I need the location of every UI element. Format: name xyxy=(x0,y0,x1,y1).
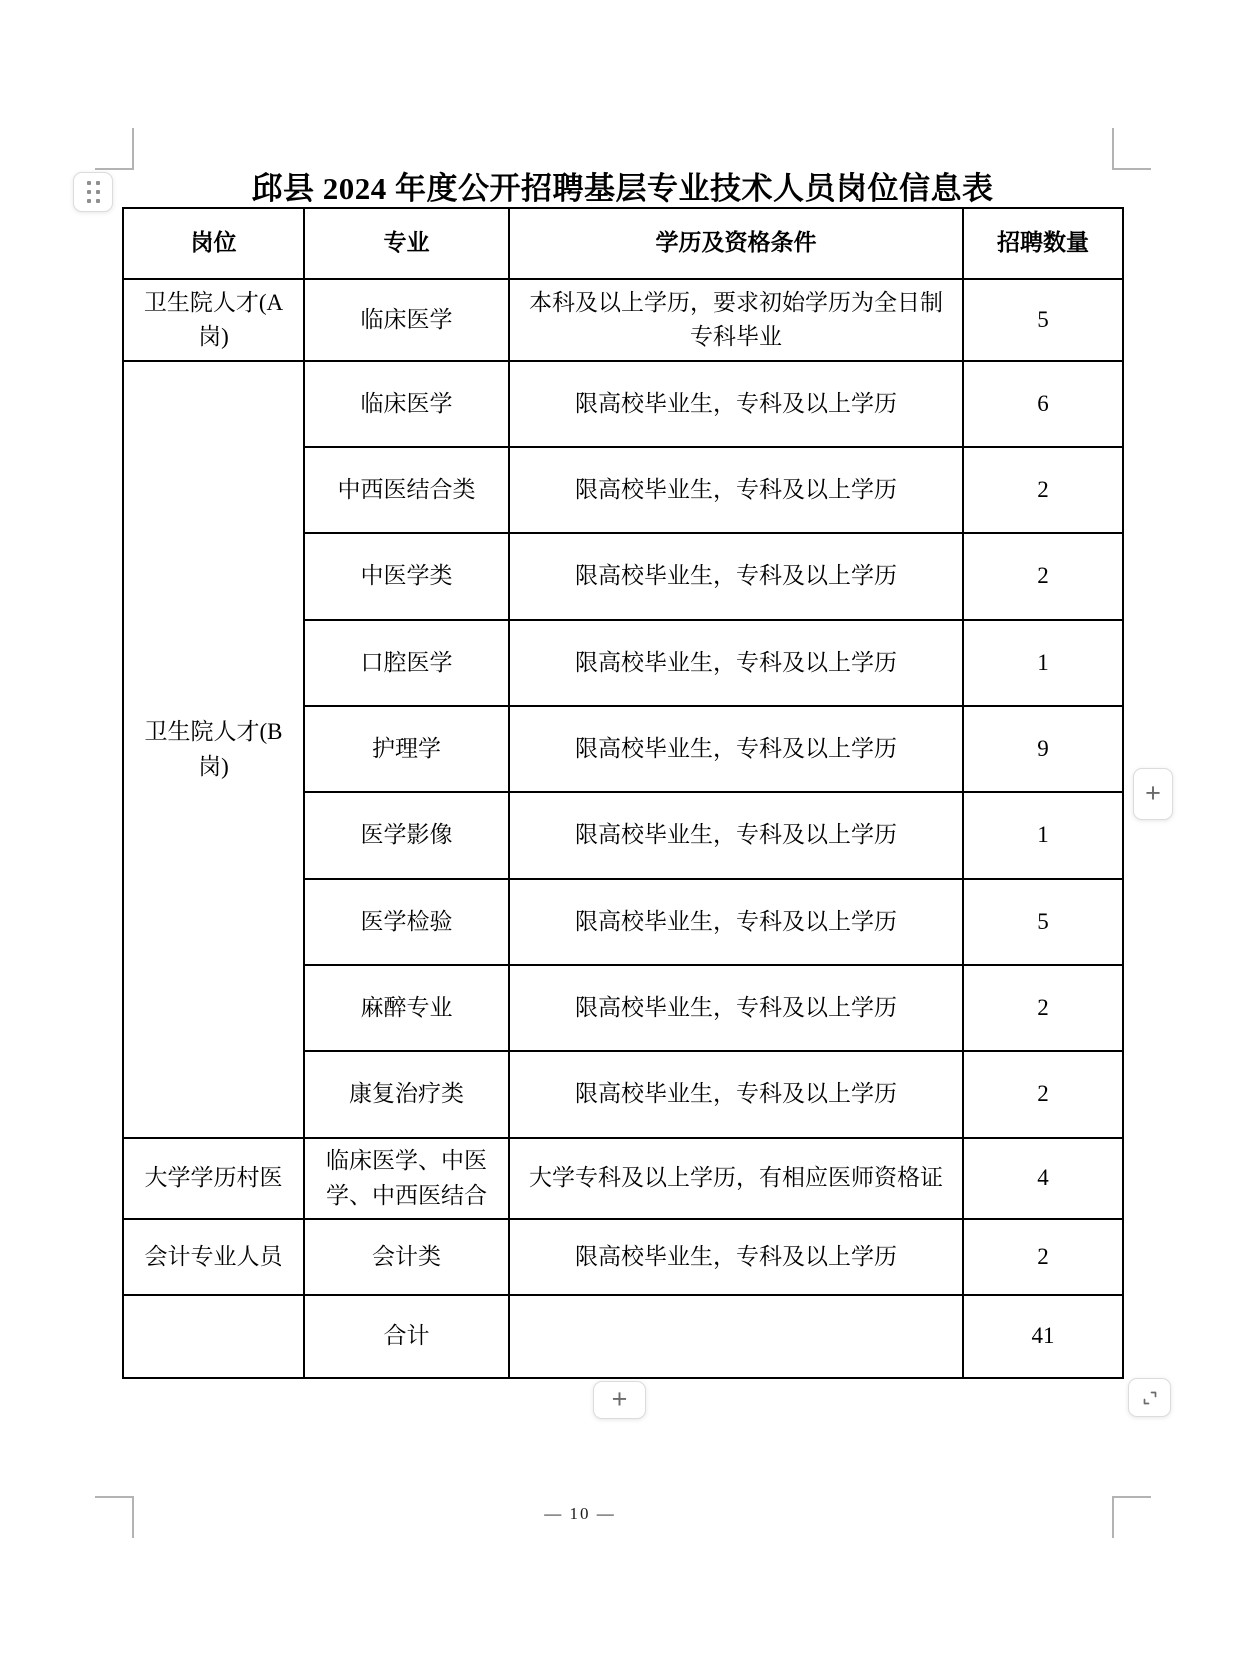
page-corner-mark-bottom-left xyxy=(95,1496,134,1538)
recruitment-table xyxy=(122,207,1124,1379)
cell-count[interactable]: 1 xyxy=(963,620,1123,706)
cell-count[interactable]: 2 xyxy=(963,1051,1123,1138)
cell-requirement[interactable]: 限高校毕业生，专科及以上学历 xyxy=(509,965,963,1051)
cell-requirement[interactable]: 限高校毕业生，专科及以上学历 xyxy=(509,706,963,792)
cell-count[interactable]: 5 xyxy=(963,279,1123,361)
cell-major[interactable]: 会计类 xyxy=(304,1219,509,1295)
cell-requirement[interactable]: 限高校毕业生，专科及以上学历 xyxy=(509,361,963,447)
header-major[interactable]: 专业 xyxy=(304,208,509,279)
cell-position[interactable]: 卫生院人才(A岗) xyxy=(123,279,304,361)
page-corner-mark-bottom-right xyxy=(1112,1496,1151,1538)
add-row-button[interactable] xyxy=(593,1381,646,1419)
cell-major[interactable]: 中医学类 xyxy=(304,533,509,620)
table-row xyxy=(123,361,1123,447)
cell-major[interactable]: 康复治疗类 xyxy=(304,1051,509,1138)
page-number: — 10 — xyxy=(544,1504,616,1523)
cell-major[interactable]: 临床医学 xyxy=(304,361,509,447)
expand-icon xyxy=(1141,1389,1159,1407)
table-row xyxy=(123,279,1123,361)
cell-count[interactable]: 1 xyxy=(963,792,1123,879)
cell-major[interactable]: 麻醉专业 xyxy=(304,965,509,1051)
cell-major[interactable]: 临床医学 xyxy=(304,279,509,361)
expand-table-button[interactable] xyxy=(1128,1378,1171,1417)
cell-count[interactable]: 5 xyxy=(963,879,1123,965)
page-title[interactable]: 邱县 2024 年度公开招聘基层专业技术人员岗位信息表 xyxy=(251,171,994,206)
header-count[interactable]: 招聘数量 xyxy=(963,208,1123,279)
add-column-button[interactable] xyxy=(1133,768,1173,820)
cell-count[interactable]: 2 xyxy=(963,1219,1123,1295)
cell-count[interactable]: 2 xyxy=(963,965,1123,1051)
cell-requirement[interactable]: 限高校毕业生，专科及以上学历 xyxy=(509,620,963,706)
cell-count[interactable]: 4 xyxy=(963,1138,1123,1219)
cell-requirement[interactable]: 大学专科及以上学历，有相应医师资格证 xyxy=(509,1138,963,1219)
cell-position[interactable]: 卫生院人才(B岗) xyxy=(123,361,304,1138)
table-row-total xyxy=(123,1295,1123,1378)
header-position[interactable]: 岗位 xyxy=(123,208,304,279)
cell-requirement[interactable]: 限高校毕业生，专科及以上学历 xyxy=(509,879,963,965)
cell-requirement[interactable]: 限高校毕业生，专科及以上学历 xyxy=(509,447,963,533)
table-header-row xyxy=(123,208,1123,279)
cell-count[interactable]: 2 xyxy=(963,533,1123,620)
cell-position[interactable]: 会计专业人员 xyxy=(123,1219,304,1295)
cell-major[interactable]: 临床医学、中医学、中西医结合 xyxy=(304,1138,509,1219)
cell-major[interactable]: 护理学 xyxy=(304,706,509,792)
cell-count[interactable]: 41 xyxy=(963,1295,1123,1378)
cell-count[interactable]: 6 xyxy=(963,361,1123,447)
cell-count[interactable]: 2 xyxy=(963,447,1123,533)
cell-requirement[interactable]: 限高校毕业生，专科及以上学历 xyxy=(509,533,963,620)
cell-major[interactable]: 医学检验 xyxy=(304,879,509,965)
cell-major[interactable]: 中西医结合类 xyxy=(304,447,509,533)
cell-requirement[interactable]: 限高校毕业生，专科及以上学历 xyxy=(509,1051,963,1138)
cell-count[interactable]: 9 xyxy=(963,706,1123,792)
cell-major[interactable]: 合计 xyxy=(304,1295,509,1378)
cell-position[interactable]: 大学学历村医 xyxy=(123,1138,304,1219)
cell-requirement[interactable]: 限高校毕业生，专科及以上学历 xyxy=(509,792,963,879)
cell-requirement[interactable]: 本科及以上学历，要求初始学历为全日制专科毕业 xyxy=(509,279,963,361)
table-row xyxy=(123,1138,1123,1219)
table-row xyxy=(123,1219,1123,1295)
header-requirement[interactable]: 学历及资格条件 xyxy=(509,208,963,279)
cell-major[interactable]: 医学影像 xyxy=(304,792,509,879)
cell-requirement[interactable]: 限高校毕业生，专科及以上学历 xyxy=(509,1219,963,1295)
plus-icon: + xyxy=(611,1383,628,1414)
cell-major[interactable]: 口腔医学 xyxy=(304,620,509,706)
cell-requirement[interactable] xyxy=(509,1295,963,1378)
plus-icon: + xyxy=(1145,777,1161,808)
cell-position[interactable] xyxy=(123,1295,304,1378)
